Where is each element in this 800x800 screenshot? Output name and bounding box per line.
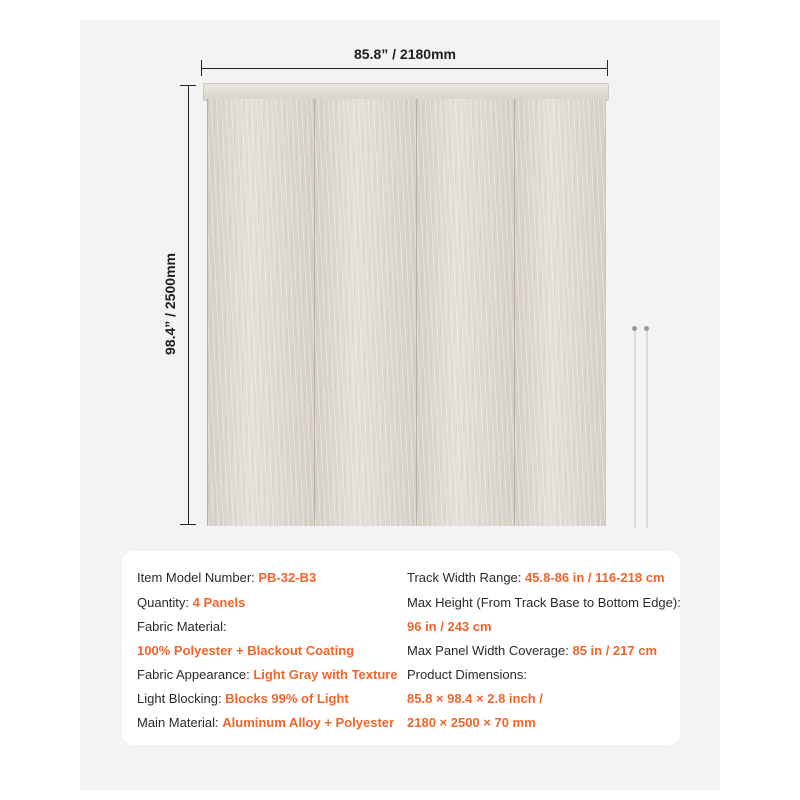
spec-value: Light Gray with Texture [253, 667, 398, 682]
spec-product-dimensions-inch [407, 691, 543, 706]
height-dimension-tick-top [180, 85, 196, 86]
spec-value: 4 Panels [192, 595, 246, 610]
width-dimension-line [202, 68, 608, 69]
spec-main-material [137, 715, 394, 730]
spec-quantity [137, 595, 245, 610]
spec-value: 85 in / 217 cm [572, 643, 658, 658]
height-dimension-tick-bottom [180, 524, 196, 525]
blind-panel-2 [314, 99, 418, 526]
spec-product-dimensions-mm [407, 715, 536, 730]
spec-label: Quantity: [137, 595, 193, 610]
spec-fabric-material [137, 619, 227, 634]
spec-product-dimensions [407, 667, 527, 682]
spec-value: Blocks 99% of Light [225, 691, 349, 706]
control-wand-1 [634, 330, 636, 528]
blind-panel-4 [514, 99, 606, 526]
spec-value: 96 in / 243 cm [407, 619, 492, 634]
spec-value: 100% Polyester + Blackout Coating [137, 643, 355, 658]
spec-fabric-appearance [137, 667, 398, 682]
blind-panel-3 [416, 99, 516, 526]
spec-label: Light Blocking: [137, 691, 226, 706]
spec-label: Fabric Appearance: [137, 667, 254, 682]
spec-label: Max Panel Width Coverage: [407, 643, 573, 658]
spec-light-blocking [137, 691, 349, 706]
spec-label: Main Material: [137, 715, 223, 730]
spec-track-width [407, 570, 665, 585]
control-wand-2 [646, 330, 648, 528]
spec-value: 2180 × 2500 × 70 mm [407, 715, 536, 730]
spec-label: Fabric Material: [137, 619, 227, 634]
height-dimension-label: 98.4” / 2500mm [162, 253, 178, 355]
width-dimension-label: 85.8” / 2180mm [300, 46, 510, 62]
spec-fabric-material-value [137, 643, 354, 658]
spec-label: Max Height (From Track Base to Bottom Edge): [407, 595, 681, 610]
width-dimension-tick-right [607, 60, 608, 76]
spec-label: Item Model Number: [137, 570, 259, 585]
spec-label: Track Width Range: [407, 570, 526, 585]
spec-value: PB-32-B3 [258, 570, 317, 585]
spec-max-height-value [407, 619, 492, 634]
width-dimension-tick-left [201, 60, 202, 76]
spec-value: 85.8 × 98.4 × 2.8 inch / [407, 691, 543, 706]
wand-cap-icon [644, 326, 649, 331]
spec-max-height [407, 595, 681, 610]
height-dimension-line [188, 86, 189, 524]
wand-cap-icon [632, 326, 637, 331]
spec-value: 45.8-86 in / 116-218 cm [525, 570, 665, 585]
spec-max-panel-width [407, 643, 657, 658]
spec-model-number [137, 570, 316, 585]
spec-value: Aluminum Alloy + Polyester [222, 715, 395, 730]
spec-label: Product Dimensions: [407, 667, 527, 682]
blind-panel-1 [207, 99, 315, 526]
